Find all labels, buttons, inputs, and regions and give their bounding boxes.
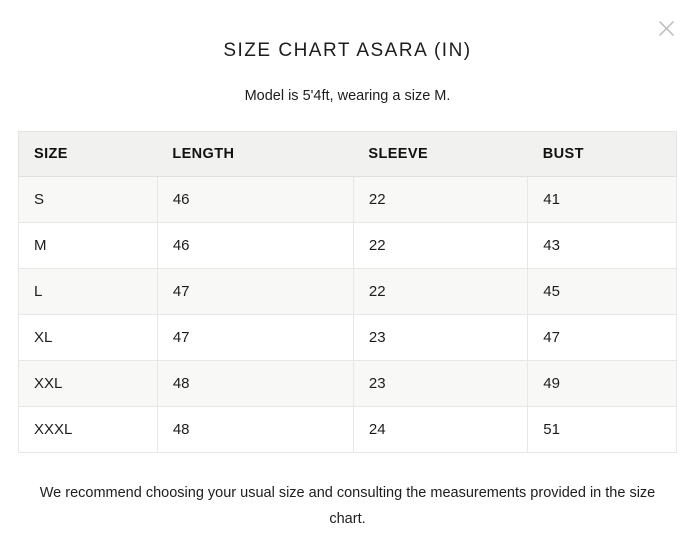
column-header-bust: BUST (528, 132, 677, 177)
column-header-length: LENGTH (157, 132, 353, 177)
size-label-cell: XL (19, 315, 158, 361)
column-header-size: SIZE (19, 132, 158, 177)
measurement-cell: 41 (528, 177, 677, 223)
measurement-cell: 24 (353, 407, 527, 453)
size-label-cell: XXXL (19, 407, 158, 453)
column-header-sleeve: SLEEVE (353, 132, 527, 177)
measurement-cell: 48 (157, 361, 353, 407)
measurement-cell: 47 (528, 315, 677, 361)
measurement-cell: 51 (528, 407, 677, 453)
size-chart-table (18, 131, 677, 453)
measurement-cell: 23 (353, 361, 527, 407)
size-table-container (18, 131, 677, 453)
measurement-cell: 22 (353, 223, 527, 269)
close-button[interactable] (655, 17, 677, 39)
table-row-s (19, 177, 677, 223)
measurement-cell: 23 (353, 315, 527, 361)
size-label-cell: M (19, 223, 158, 269)
close-icon (658, 20, 675, 37)
table-row-l (19, 269, 677, 315)
measurement-cell: 49 (528, 361, 677, 407)
measurement-cell: 22 (353, 269, 527, 315)
table-row-xl (19, 315, 677, 361)
table-row-m (19, 223, 677, 269)
measurement-cell: 48 (157, 407, 353, 453)
measurement-cell: 43 (528, 223, 677, 269)
measurement-cell: 46 (157, 177, 353, 223)
size-label-cell: XXL (19, 361, 158, 407)
size-label-cell: S (19, 177, 158, 223)
measurement-cell: 45 (528, 269, 677, 315)
size-chart-title: SIZE CHART ASARA (IN) (223, 40, 472, 61)
table-header-row (19, 132, 677, 177)
table-row-xxl (19, 361, 677, 407)
table-row-xxxl (19, 407, 677, 453)
measurement-cell: 22 (353, 177, 527, 223)
measurement-cell: 46 (157, 223, 353, 269)
size-recommendation-note: We recommend choosing your usual size and consulting the measurements provided in the size chart. (39, 485, 656, 527)
model-info-text: Model is 5'4ft, wearing a size M. (244, 88, 451, 104)
measurement-cell: 47 (157, 315, 353, 361)
measurement-cell: 47 (157, 269, 353, 315)
size-label-cell: L (19, 269, 158, 315)
